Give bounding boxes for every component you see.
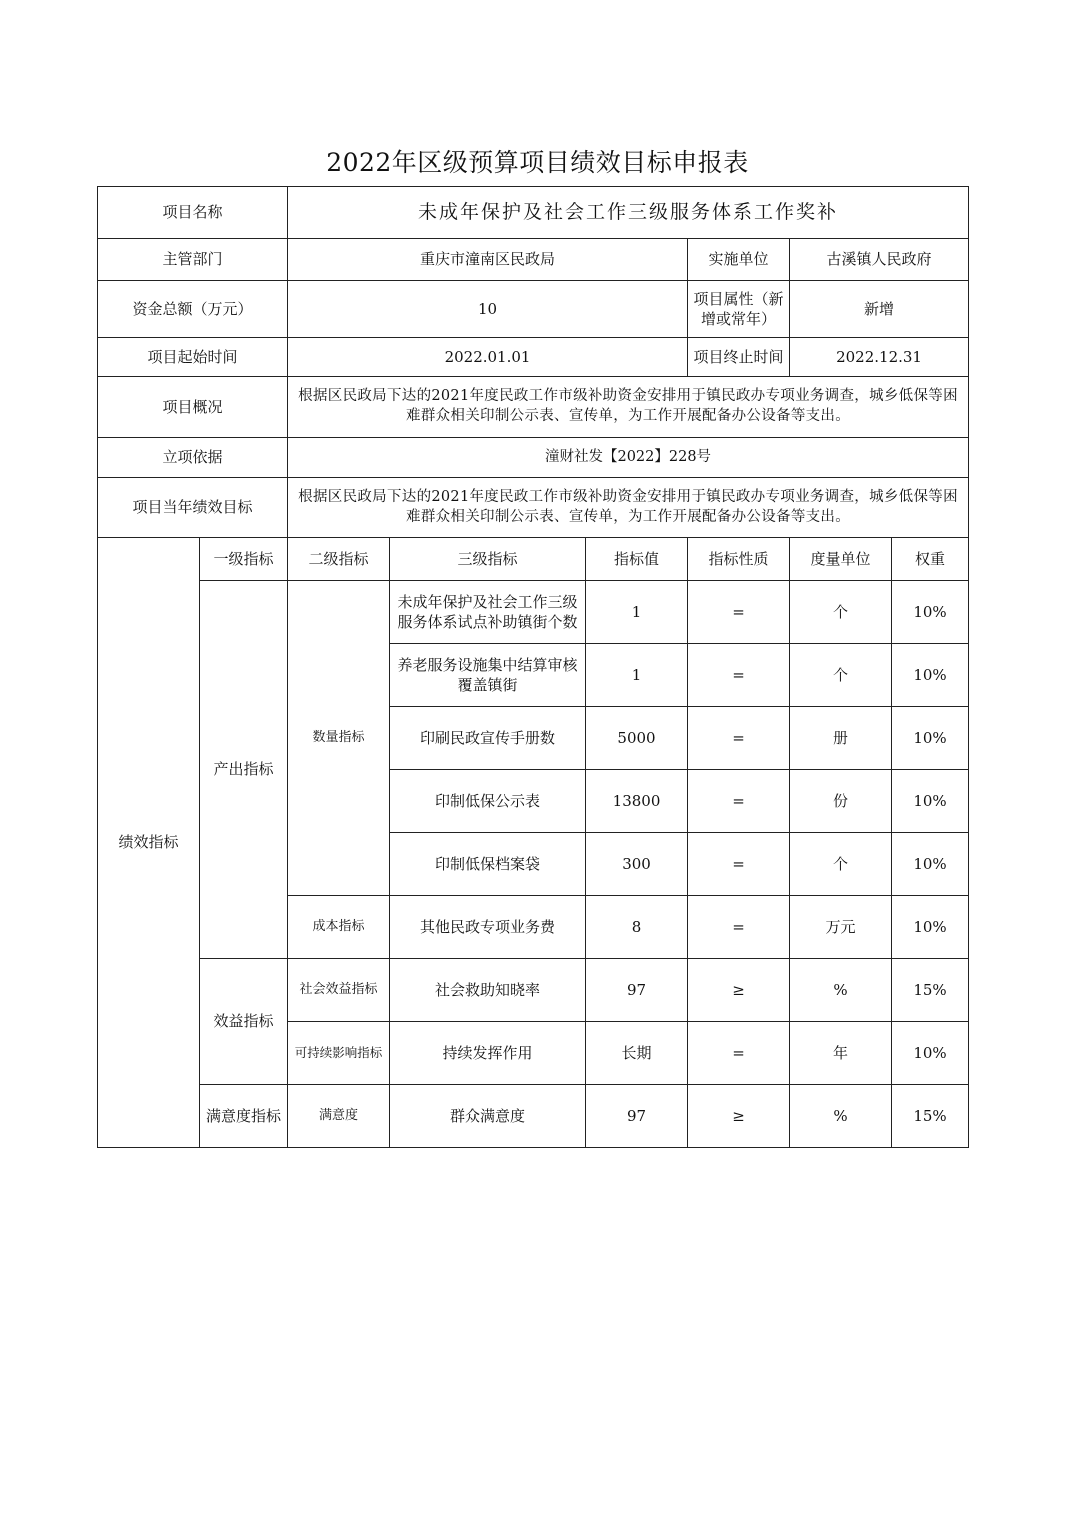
attr-label: 项目属性（新增或常年） (688, 281, 790, 338)
goal-value: 根据区民政局下达的2021年度民政工作市级补助资金安排用于镇民政办专项业务调查，城乡低保等困难群众相关印制公示表、宣传单，为工作开展配备办公设备等支出。 (288, 478, 969, 538)
performance-form-table (97, 186, 969, 1148)
overview-value: 根据区民政局下达的2021年度民政工作市级补助资金安排用于镇民政办专项业务调查，城乡低保等困难群众相关印制公示表、宣传单，为工作开展配备办公设备等支出。 (288, 377, 969, 438)
header-unit: 度量单位 (790, 538, 892, 581)
indicator-value: 1 (586, 581, 688, 644)
overview-label: 项目概况 (98, 377, 288, 438)
indicator-value: 1 (586, 644, 688, 707)
project-name-value: 未成年保护及社会工作三级服务体系工作奖补 (288, 187, 969, 239)
level2-sustainable: 可持续影响指标 (288, 1022, 390, 1085)
indicator-value: 97 (586, 959, 688, 1022)
start-value: 2022.01.01 (288, 338, 688, 377)
unit-label: 实施单位 (688, 239, 790, 281)
indicator-name: 养老服务设施集中结算审核覆盖镇街 (390, 644, 586, 707)
goal-row (98, 478, 969, 538)
attr-value: 新增 (790, 281, 969, 338)
indicator-nature: ≥ (688, 959, 790, 1022)
indicators-section-label: 绩效指标 (98, 538, 200, 1148)
indicator-nature: = (688, 581, 790, 644)
indicator-value: 长期 (586, 1022, 688, 1085)
indicator-weight: 10% (892, 707, 969, 770)
indicator-unit: 册 (790, 707, 892, 770)
indicator-name: 印制低保公示表 (390, 770, 586, 833)
fund-row (98, 281, 969, 338)
end-value: 2022.12.31 (790, 338, 969, 377)
indicator-row (98, 1085, 969, 1148)
level2-cost: 成本指标 (288, 896, 390, 959)
fund-value: 10 (288, 281, 688, 338)
indicator-weight: 10% (892, 833, 969, 896)
page-title: 2022年区级预算项目绩效目标申报表 (326, 148, 749, 177)
indicator-nature: = (688, 644, 790, 707)
level2-social-benefit: 社会效益指标 (288, 959, 390, 1022)
overview-row (98, 377, 969, 438)
indicator-unit: 份 (790, 770, 892, 833)
level1-output: 产出指标 (200, 581, 288, 959)
level1-benefit: 效益指标 (200, 959, 288, 1085)
indicator-value: 300 (586, 833, 688, 896)
indicator-name: 未成年保护及社会工作三级服务体系试点补助镇街个数 (390, 581, 586, 644)
unit-value: 古溪镇人民政府 (790, 239, 969, 281)
goal-label: 项目当年绩效目标 (98, 478, 288, 538)
indicator-nature: = (688, 1022, 790, 1085)
indicator-unit: 个 (790, 581, 892, 644)
header-nature: 指标性质 (688, 538, 790, 581)
indicator-weight: 10% (892, 770, 969, 833)
indicator-unit: 个 (790, 644, 892, 707)
project-name-label: 项目名称 (98, 187, 288, 239)
indicator-name: 社会救助知晓率 (390, 959, 586, 1022)
basis-label: 立项依据 (98, 438, 288, 478)
indicator-nature: = (688, 707, 790, 770)
dept-value: 重庆市潼南区民政局 (288, 239, 688, 281)
project-name-row (98, 187, 969, 239)
indicator-weight: 10% (892, 1022, 969, 1085)
indicator-value: 97 (586, 1085, 688, 1148)
indicator-value: 13800 (586, 770, 688, 833)
start-label: 项目起始时间 (98, 338, 288, 377)
basis-value: 潼财社发【2022】228号 (288, 438, 969, 478)
indicator-weight: 10% (892, 644, 969, 707)
indicator-row (98, 959, 969, 1022)
indicator-nature: ≥ (688, 1085, 790, 1148)
end-label: 项目终止时间 (688, 338, 790, 377)
indicator-nature: = (688, 770, 790, 833)
header-level1: 一级指标 (200, 538, 288, 581)
indicator-weight: 10% (892, 581, 969, 644)
indicator-name: 群众满意度 (390, 1085, 586, 1148)
header-weight: 权重 (892, 538, 969, 581)
indicator-name: 印制低保档案袋 (390, 833, 586, 896)
indicator-unit: 年 (790, 1022, 892, 1085)
header-level2: 二级指标 (288, 538, 390, 581)
level1-satisfaction: 满意度指标 (200, 1085, 288, 1148)
indicator-weight: 10% (892, 896, 969, 959)
level2-satisfaction: 满意度 (288, 1085, 390, 1148)
indicator-value: 8 (586, 896, 688, 959)
indicator-weight: 15% (892, 959, 969, 1022)
header-level3: 三级指标 (390, 538, 586, 581)
header-value: 指标值 (586, 538, 688, 581)
time-row (98, 338, 969, 377)
indicator-nature: = (688, 896, 790, 959)
indicator-unit: 个 (790, 833, 892, 896)
indicator-name: 其他民政专项业务费 (390, 896, 586, 959)
basis-row (98, 438, 969, 478)
indicator-name: 持续发挥作用 (390, 1022, 586, 1085)
indicator-name: 印刷民政宣传手册数 (390, 707, 586, 770)
indicator-header-row (98, 538, 969, 581)
indicator-nature: = (688, 833, 790, 896)
fund-label: 资金总额（万元） (98, 281, 288, 338)
dept-row (98, 239, 969, 281)
indicator-value: 5000 (586, 707, 688, 770)
indicator-unit: % (790, 959, 892, 1022)
indicator-weight: 15% (892, 1085, 969, 1148)
indicator-row (98, 581, 969, 644)
level2-quantity: 数量指标 (288, 581, 390, 896)
indicator-unit: % (790, 1085, 892, 1148)
indicator-unit: 万元 (790, 896, 892, 959)
dept-label: 主管部门 (98, 239, 288, 281)
